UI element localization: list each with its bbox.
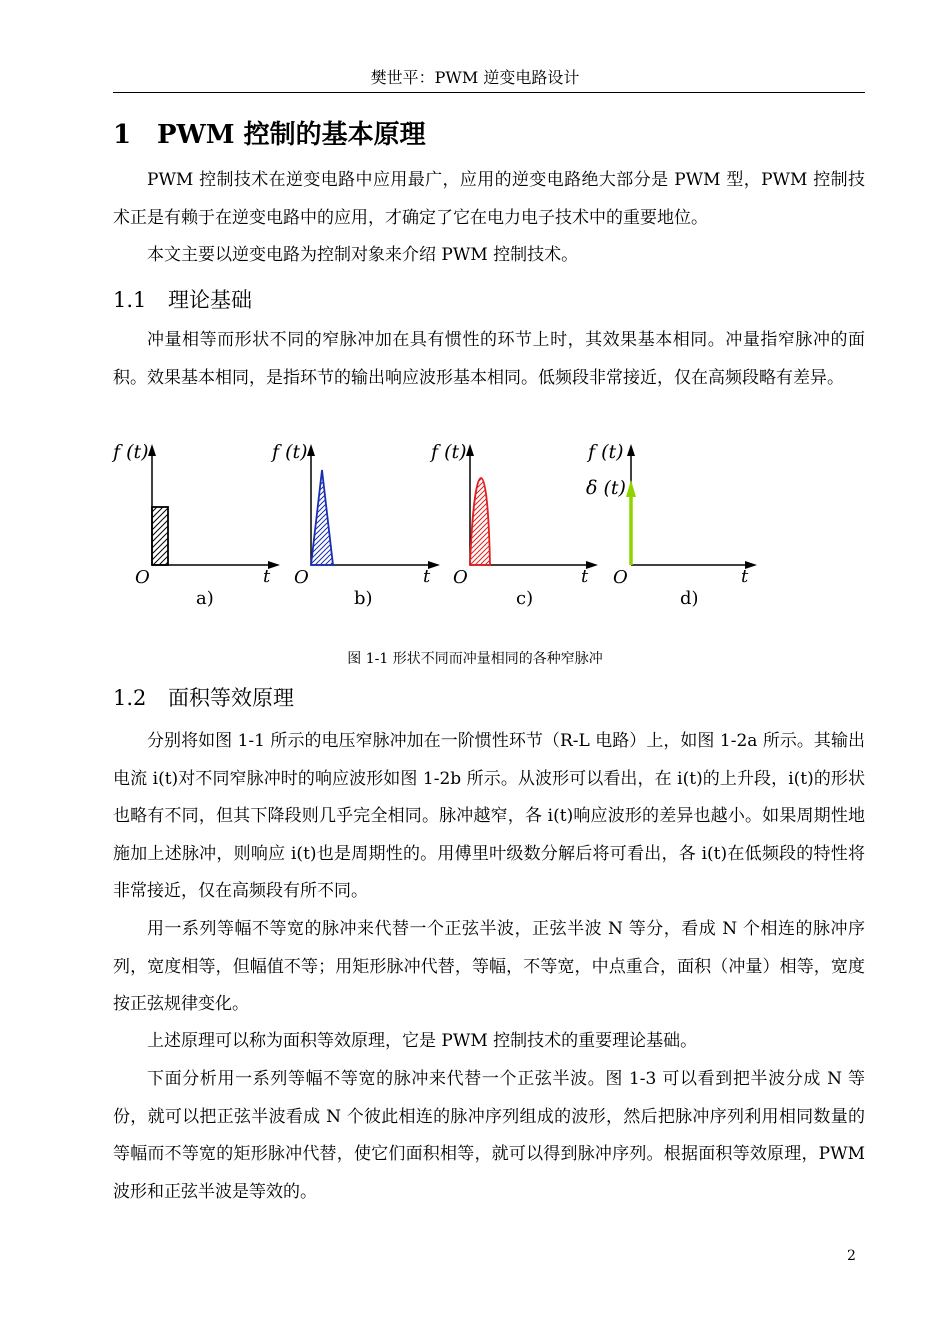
section-1-1-heading [113,284,252,314]
panel-b-y-arrow [307,444,315,456]
panel-b-label: b) [354,588,373,609]
section-1-title: PWM 控制的基本原理 [157,120,426,150]
panel-d-impulse-label: δ (t) [586,477,626,499]
panel-a-ylabel: f (t) [113,441,149,463]
panel-b-xlabel: t [423,566,431,587]
panel-a-origin: O [135,567,150,588]
section-1-1-number: 1.1 [113,288,147,312]
panel-c-y-arrow [466,444,474,456]
panel-b-triangular-pulse [311,470,333,565]
paragraph-2: 本文主要以逆变电路为控制对象来介绍 PWM 控制技术。 [147,245,579,265]
paragraph-5: 用一系列等幅不等宽的脉冲来代替一个正弦半波，正弦半波 N 等分，看成 N 个相连的脉冲序列，宽度相等，但幅值不等；用矩形脉冲代替，等幅，不等宽，中点重合，面积（冲量）相等，宽度按正弦规律变化。 [113,919,865,1014]
section-1-2-title: 面积等效原理 [168,686,294,710]
panel-d-impulse-arrow [626,480,636,497]
section-1-heading [113,114,426,151]
panel-b-origin: O [294,567,309,588]
figure-panel-a [111,441,280,609]
panel-a-rectangular-pulse [152,507,168,565]
page-header: 樊世平：PWM 逆变电路设计 [370,68,580,87]
panel-c-sine-pulse [470,478,490,565]
paragraph-3: 冲量相等而形状不同的窄脉冲加在具有惯性的环节上时，其效果基本相同。冲量指窄脉冲的面积。效果基本相同，是指环节的输出响应波形基本相同。低频段非常接近，仅在高频段略有差异。 [113,330,865,388]
page-number: 2 [847,1248,856,1264]
header-rule [113,92,865,93]
panel-c-xlabel: t [581,566,589,587]
figure-panel-b [270,441,440,609]
panel-d-xlabel: t [741,566,749,587]
section-1-2-heading [113,682,294,712]
paragraph-1: PWM 控制技术在逆变电路中应用最广，应用的逆变电路绝大部分是 PWM 型，PWM 控制技术正是有赖于在逆变电路中的应用，才确定了它在电力电子技术中的重要地位。 [113,170,865,228]
panel-c-origin: O [453,567,468,588]
panel-d-origin: O [613,567,628,588]
panel-b-ylabel: f (t) [272,441,308,463]
panel-d-label: d) [680,588,699,609]
figure-1-1 [0,430,950,630]
paragraph-7: 下面分析用一系列等幅不等宽的脉冲来代替一个正弦半波。图 1-3 可以看到把半波分成 N 等份，就可以把正弦半波看成 N 个彼此相连的脉冲序列组成的波形，然后把脉冲序列利用相同数量的等幅而不等宽的矩形脉冲代替，使它们面积相等，就可以得到脉冲序列。根据面积等效原理，PWM 波形和正弦半波是等效的。 [113,1069,865,1202]
panel-a-y-arrow [148,444,156,456]
panel-a-label: a) [196,588,214,609]
figure-panel-c [429,441,598,609]
panel-d-y-arrow [627,444,635,456]
paragraph-4: 分别将如图 1-1 所示的电压窄脉冲加在一阶惯性环节（R-L 电路）上，如图 1-2a 所示。其输出电流 i(t)对不同窄脉冲时的响应波形如图 1-2b 所示。从波形可以看出，在 i(t)的上升段，i(t)的形状也略有不同，但其下降段则几乎完全相同。脉冲越窄，各 i(t)响应波形的差异也越小。如果周期性地施加上述脉冲，则响应 i(t)也是周期性的。用傅里叶级数分解后将可看出，各 i(t)在低频段的特性将非常接近，仅在高频段有所不同。 [113,731,865,901]
panel-a-xlabel: t [263,566,271,587]
panel-c-ylabel: f (t) [431,441,467,463]
figure-panel-d [586,441,757,609]
panel-c-label: c) [516,588,534,609]
section-1-2-number: 1.2 [113,686,147,710]
section-1-number: 1 [113,120,132,150]
figure-1-1-caption: 图 1-1 形状不同而冲量相同的各种窄脉冲 [347,651,603,667]
panel-d-ylabel: f (t) [588,441,624,463]
paragraph-6: 上述原理可以称为面积等效原理，它是 PWM 控制技术的重要理论基础。 [147,1031,698,1051]
section-1-1-title: 理论基础 [168,288,252,312]
